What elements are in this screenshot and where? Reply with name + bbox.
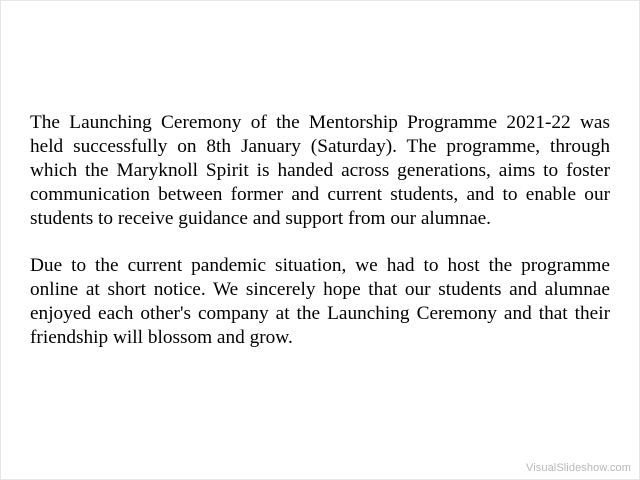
slide-text-body bbox=[30, 111, 610, 350]
paragraph-launching-ceremony: The Launching Ceremony of the Mentorship Programme 2021-22 was held successfully on 8th January (Saturday). The programme, through which the Maryknoll Spirit is handed across generations, aims to foster communication between former and current students, and to enable our students to receive guidance and support from our alumnae. bbox=[30, 112, 610, 229]
watermark-visualslideshow: VisualSlideshow.com bbox=[525, 462, 631, 474]
paragraph-pandemic-note: Due to the current pandemic situation, we had to host the programme online at short notice. We sincerely hope that our students and alumnae enjoyed each other's company at the Launching Ceremony and that their friendship will blossom and grow. bbox=[30, 255, 610, 348]
